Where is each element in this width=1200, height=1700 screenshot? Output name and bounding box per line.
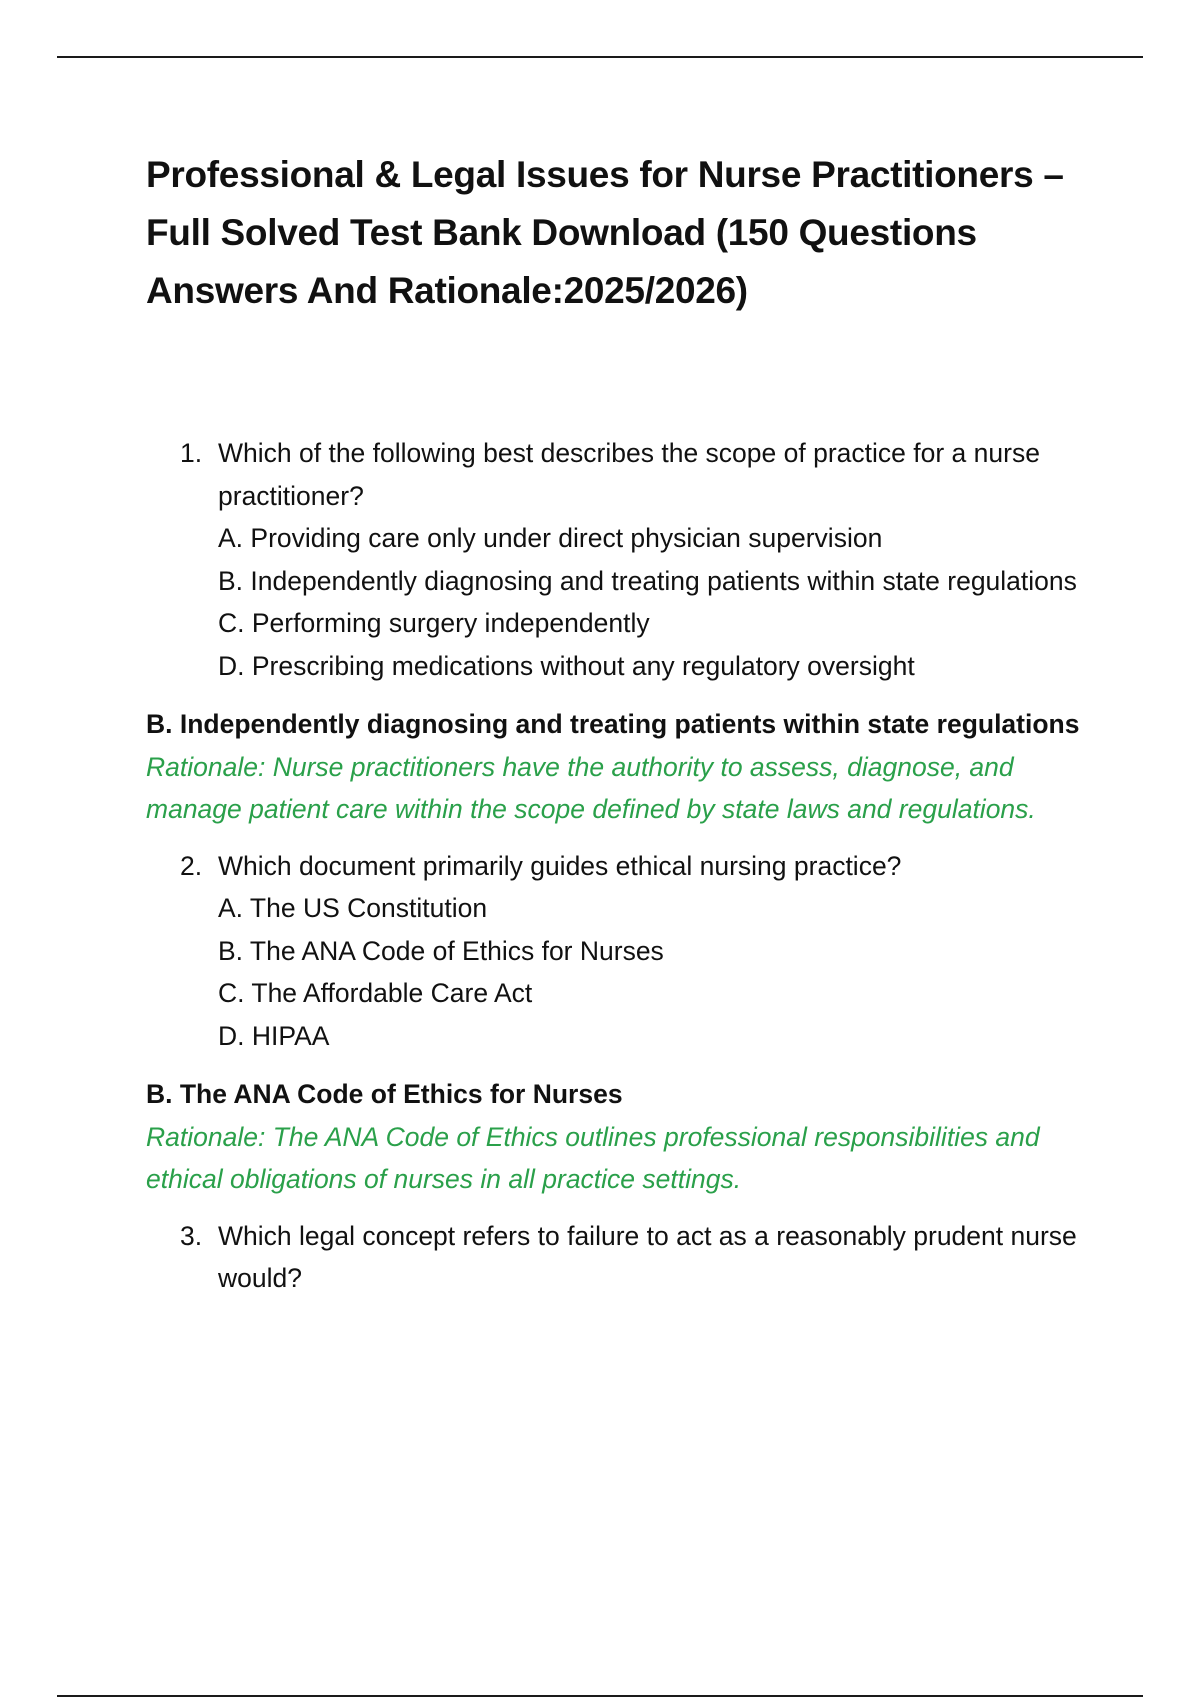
question-body	[218, 432, 1086, 687]
option-d: D. HIPAA	[218, 1020, 330, 1051]
rationale-1: Rationale: Nurse practitioners have the authority to assess, diagnose, and manage patient care within the scope defined by state laws and regulations.	[146, 751, 1036, 824]
answer-1: B. Independently diagnosing and treating patients within state regulations	[146, 709, 1080, 739]
option-d: D. Prescribing medications without any regulatory oversight	[218, 650, 915, 681]
page-content	[146, 146, 1086, 1300]
question-body	[218, 845, 1086, 1058]
question-text: Which of the following best describes the scope of practice for a nurse practitioner?	[218, 438, 1040, 511]
option-c: C. Performing surgery independently	[218, 608, 650, 638]
option-c: C. The Affordable Care Act	[218, 978, 533, 1008]
document-title: Professional & Legal Issues for Nurse Practitioners – Full Solved Test Bank Download (150 Questions Answers And Rationale:2025/2026)	[146, 154, 1064, 311]
question-number: 1.	[180, 438, 203, 468]
rationale-2: Rationale: The ANA Code of Ethics outlines professional responsibilities and ethical obligations of nurses in all practice settings.	[146, 1121, 1040, 1194]
top-rule	[57, 56, 1143, 58]
option-b: B. Independently diagnosing and treating patients within state regulations	[218, 565, 1077, 596]
question-number: 3.	[180, 1220, 203, 1251]
option-a: A. Providing care only under direct physician supervision	[218, 523, 883, 553]
question-3	[180, 1215, 1086, 1300]
question-text: Which legal concept refers to failure to act as a reasonably prudent nurse would?	[218, 1220, 1077, 1293]
question-number: 2.	[180, 850, 203, 881]
question-2	[180, 845, 1086, 1058]
answer-2: B. The ANA Code of Ethics for Nurses	[146, 1079, 623, 1109]
question-body	[218, 1215, 1086, 1300]
bottom-rule	[57, 1695, 1143, 1697]
option-b: B. The ANA Code of Ethics for Nurses	[218, 935, 664, 966]
question-1	[180, 432, 1086, 687]
option-a: A. The US Constitution	[218, 893, 488, 923]
question-text: Which document primarily guides ethical nursing practice?	[218, 850, 902, 881]
